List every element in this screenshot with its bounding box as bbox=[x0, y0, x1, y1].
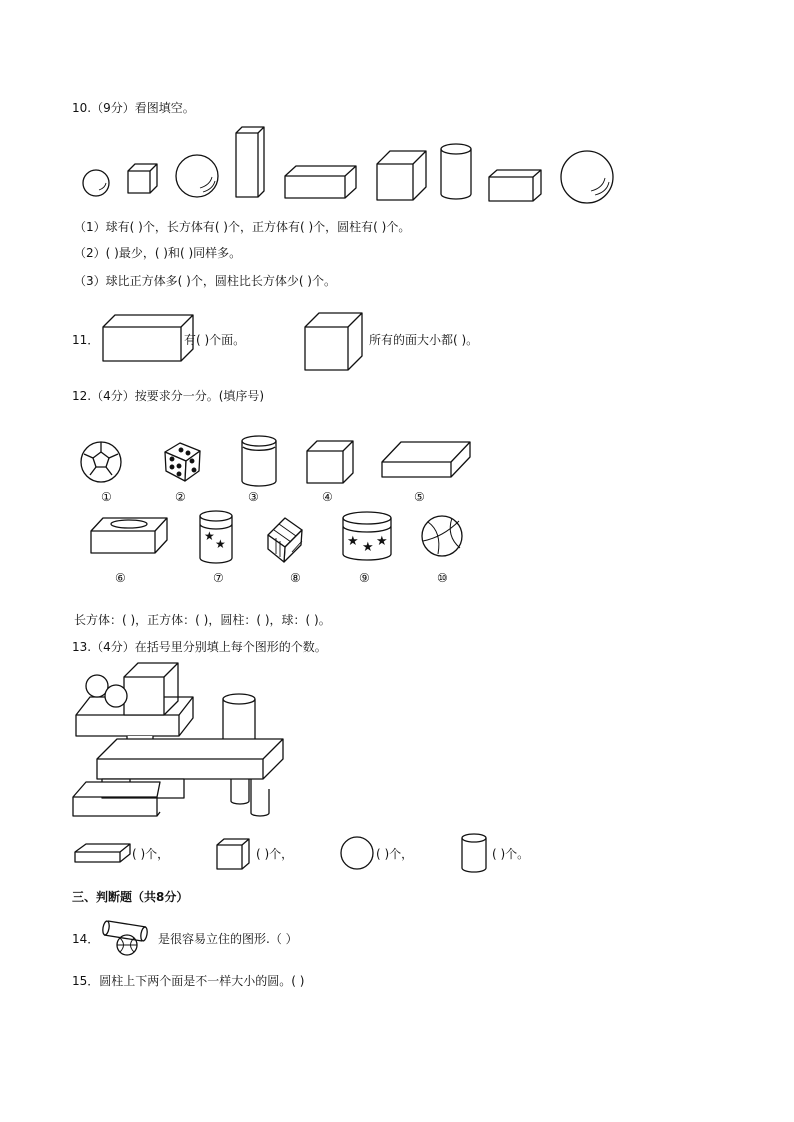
star-can-icon bbox=[200, 511, 232, 563]
q12-label-4: ④ bbox=[322, 490, 333, 504]
q13-composite-figure bbox=[73, 663, 283, 816]
tall-cuboid-icon bbox=[236, 127, 264, 197]
tissue-box-icon bbox=[91, 518, 167, 553]
svg-text:★: ★ bbox=[347, 534, 359, 549]
q12-label-3: ③ bbox=[248, 490, 259, 504]
volleyball-icon bbox=[422, 516, 462, 556]
q14-number: 14． bbox=[72, 932, 100, 946]
q12-label-5: ⑤ bbox=[414, 490, 425, 504]
svg-text:★: ★ bbox=[362, 540, 374, 555]
small-cuboid-icon bbox=[489, 170, 541, 201]
q15-text: 15．圆柱上下两个面是不一样大小的圆。( ) bbox=[72, 974, 305, 988]
svg-text:★: ★ bbox=[204, 529, 215, 543]
q12-label-1: ① bbox=[101, 490, 112, 504]
soccer-ball-icon bbox=[81, 442, 121, 482]
flat-cuboid-icon bbox=[285, 166, 356, 198]
q13-title: 13.（4分）在括号里分别填上每个图形的个数。 bbox=[72, 640, 327, 654]
q12-label-2: ② bbox=[175, 490, 186, 504]
q12-label-8: ⑧ bbox=[290, 571, 301, 585]
q12-label-10: ⑩ bbox=[437, 571, 448, 585]
cube-large-icon bbox=[377, 151, 426, 200]
dice-icon bbox=[165, 443, 200, 481]
q11-cuboid-icon bbox=[103, 315, 193, 361]
q10-line3: （3）球比正方体多( )个，圆柱比长方体少( )个。 bbox=[74, 274, 336, 288]
sphere-small-icon bbox=[83, 170, 109, 196]
q13-cube-icon bbox=[217, 839, 249, 869]
q11-cube-icon bbox=[305, 313, 362, 370]
q13-blank-sphere: ( )个， bbox=[376, 847, 414, 861]
section3-title: 三、判断题（共8分） bbox=[72, 890, 189, 904]
svg-text:★: ★ bbox=[215, 537, 226, 551]
q14-cylinder-on-ball-icon bbox=[102, 921, 148, 955]
svg-text:★: ★ bbox=[376, 534, 388, 549]
sphere-large-icon bbox=[561, 151, 613, 203]
q13-blank-cylinder: ( )个。 bbox=[492, 847, 530, 861]
rubiks-cube-icon bbox=[268, 518, 302, 562]
q10-title: 10.（9分）看图填空。 bbox=[72, 101, 195, 115]
q13-blank-cube: ( )个， bbox=[256, 847, 294, 861]
q13-cylinder-icon bbox=[462, 834, 486, 872]
cylinder-can-icon bbox=[242, 436, 276, 486]
q11-number: 11． bbox=[72, 333, 100, 347]
box-cube-icon bbox=[307, 441, 353, 483]
cube-small-icon bbox=[128, 164, 157, 193]
q10-line1: （1）球有( )个，长方体有( )个，正方体有( )个，圆柱有( )个。 bbox=[74, 220, 411, 234]
q13-cuboid-icon bbox=[75, 844, 130, 862]
q13-blank-cuboid: ( )个， bbox=[132, 847, 170, 861]
q12-title: 12.（4分）按要求分一分。(填序号) bbox=[72, 389, 265, 403]
cylinder-icon bbox=[441, 144, 471, 199]
q10-line2: （2）( )最少，( )和( )同样多。 bbox=[74, 246, 242, 260]
q14-text: 是很容易立住的图形.（ ） bbox=[158, 932, 298, 946]
q11-text1: 有( )个面。 bbox=[184, 333, 246, 347]
q12-label-9: ⑨ bbox=[359, 571, 370, 585]
q12-label-6: ⑥ bbox=[115, 571, 126, 585]
star-drum-icon bbox=[343, 512, 391, 560]
q13-sphere-icon bbox=[341, 837, 373, 869]
flat-board-icon bbox=[382, 442, 470, 477]
sphere-medium-icon bbox=[176, 155, 218, 197]
q12-answer-line: 长方体：( )，正方体：( )，圆柱：( )，球：( )。 bbox=[74, 613, 331, 627]
q12-label-7: ⑦ bbox=[213, 571, 224, 585]
q11-text2: 所有的面大小都( )。 bbox=[369, 333, 479, 347]
